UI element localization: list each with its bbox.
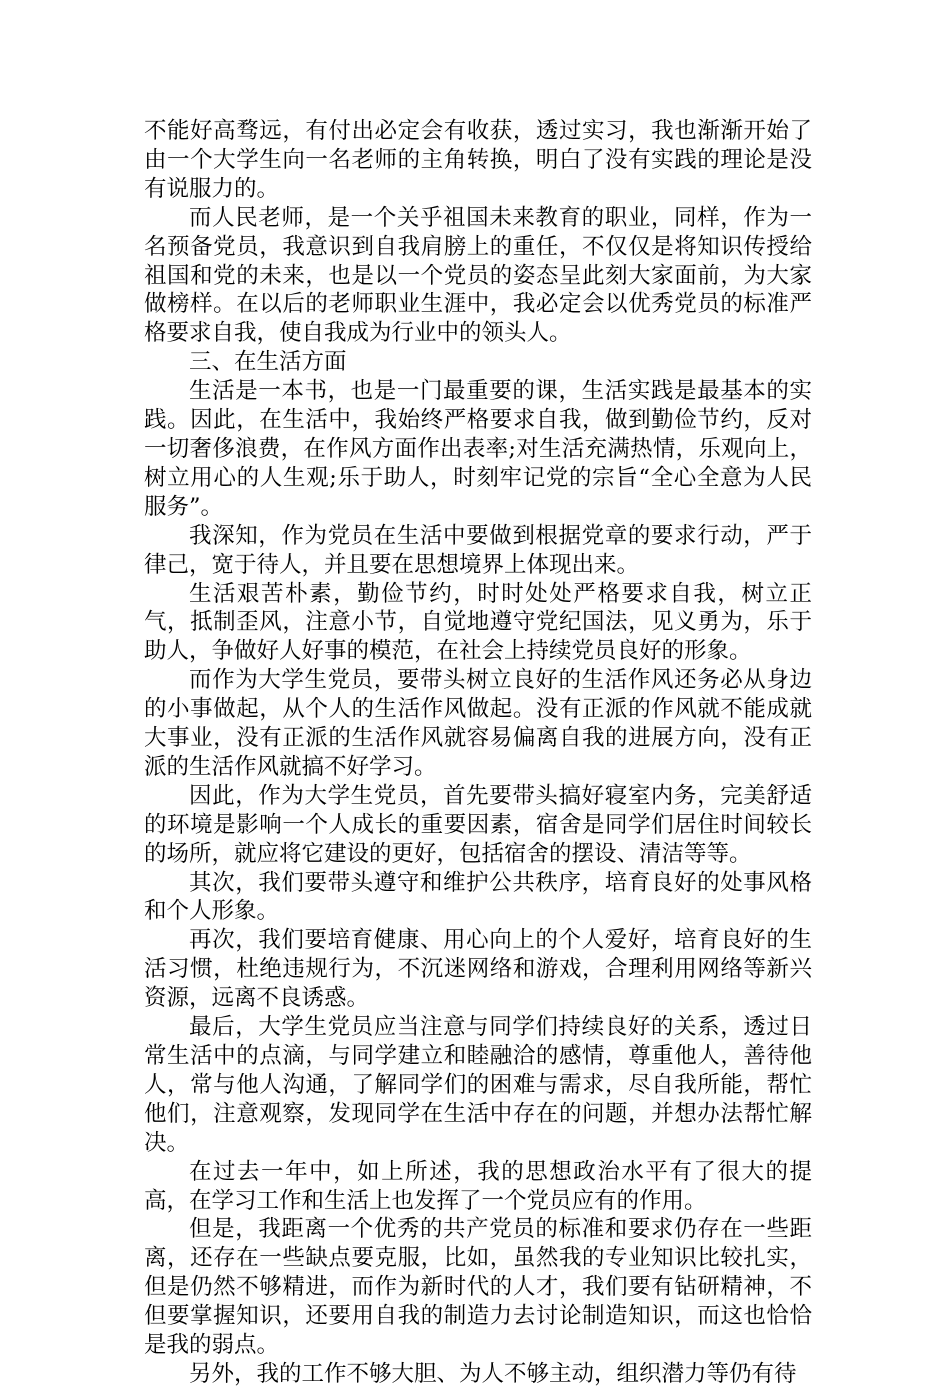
paragraph-3: 生活是一本书，也是一门最重要的课，生活实践是最基本的实践。因此，在生活中，我始终严格要求自我，做到勤俭节约，反对一切奢侈浪费，在作风方面作出表率;对生活充满热情，乐观向上，树立用心的人生观;乐于助人，时刻牢记党的宗旨“全心全意为人民服务”。 [144, 378, 812, 520]
paragraph-1: 不能好高骛远，有付出必定会有收获，透过实习，我也渐渐开始了由一个大学生向一名老师的主角转换，明白了没有实践的理论是没有说服力的。 [144, 118, 812, 202]
paragraph-12: 但是，我距离一个优秀的共产党员的标准和要求仍存在一些距离，还存在一些缺点要克服，比如，虽然我的专业知识比较扎实，但是仍然不够精进，而作为新时代的人才，我们要有钻研精神，不但要掌握知识，还要用自我的制造力去讨论制造知识，而这也恰恰是我的弱点。 [144, 1216, 812, 1359]
paragraph-2: 而人民老师，是一个关乎祖国未来教育的职业，同样，作为一名预备党员，我意识到自我肩膀上的重任，不仅仅是将知识传授给祖国和党的未来，也是以一个党员的姿态呈此刻大家面前，为大家做榜样。在以后的老师职业生涯中，我必定会以优秀党员的标准严格要求自我，使自我成为行业中的领头人。 [144, 204, 812, 347]
paragraph-4: 我深知，作为党员在生活中要做到根据党章的要求行动，严于律己，宽于待人，并且要在思想境界上体现出来。 [144, 522, 812, 578]
paragraph-7: 因此，作为大学生党员，首先要带头搞好寝室内务，完美舒适的环境是影响一个人成长的重要因素，宿舍是同学们居住时间较长的场所，就应将它建设的更好，包括宿舍的摆设、清洁等等。 [144, 782, 812, 867]
paragraph-6: 而作为大学生党员，要带头树立良好的生活作风还务必从身边的小事做起，从个人的生活作风做起。没有正派的作风就不能成就大事业，没有正派的生活作风就容易偏离自我的进展方向，没有正派的生活作风就搞不好学习。 [144, 667, 812, 780]
paragraph-9: 再次，我们要培育健康、用心向上的个人爱好，培育良好的生活习惯，杜绝违规行为，不沉迷网络和游戏，合理利用网络等新兴资源，远离不良诱惑。 [144, 927, 812, 1012]
paragraph-13: 另外，我的工作不够大胆、为人不够主动，组织潜力等仍有待 [189, 1360, 797, 1387]
section-heading-life: 三、在生活方面 [189, 349, 347, 376]
paragraph-8: 其次，我们要带头遵守和维护公共秩序，培育良好的处事风格和个人形象。 [144, 869, 812, 925]
paragraph-5: 生活艰苦朴素，勤俭节约，时时处处严格要求自我，树立正气，抵制歪风，注意小节，自觉地遵守党纪国法，见义勇为，乐于助人，争做好人好事的模范，在社会上持续党员良好的形象。 [144, 580, 812, 665]
document-body [144, 117, 812, 1389]
paragraph-10: 最后，大学生党员应当注意与同学们持续良好的关系，透过日常生活中的点滴，与同学建立和睦融洽的感情，尊重他人，善待他人，常与他人沟通，了解同学们的困难与需求，尽自我所能，帮忙他们，注意观察，发现同学在生活中存在的问题，并想办法帮忙解决。 [144, 1014, 812, 1156]
paragraph-11: 在过去一年中，如上所述，我的思想政治水平有了很大的提高，在学习工作和生活上也发挥了一个党员应有的作用。 [144, 1158, 812, 1214]
